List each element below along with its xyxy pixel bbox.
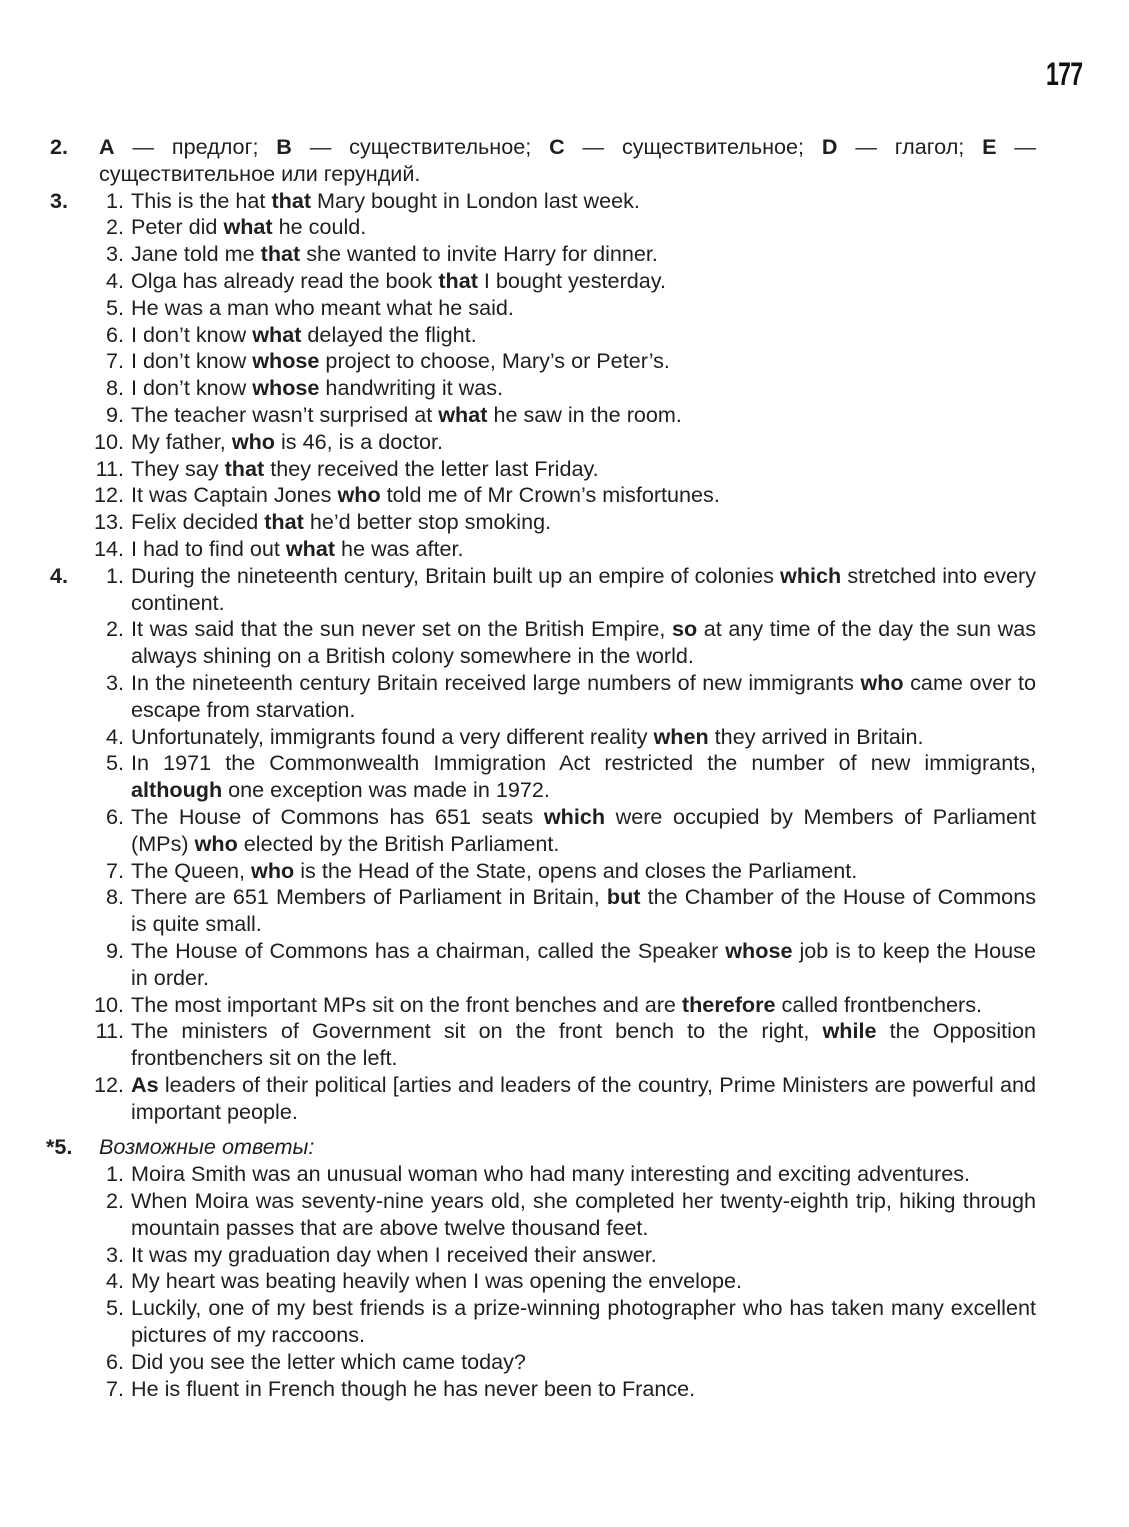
list-item (50, 429, 1036, 456)
answer-word: what (285, 535, 336, 561)
list-item (50, 241, 1036, 268)
list-item (50, 456, 1036, 483)
item-text: They say that they received the letter last Friday. (131, 455, 599, 481)
section-number: 2. (50, 134, 69, 159)
answer-word: what (438, 401, 488, 427)
list-item (50, 938, 1036, 992)
item-text: Felix decided that he’d better stop smoking. (131, 509, 552, 535)
answer-word: although (131, 777, 223, 803)
item-text: The Queen, who is the Head of the State, opens and closes the Parliament. (131, 857, 858, 883)
item-number: 3. (105, 241, 124, 267)
item-number: 2. (105, 214, 124, 240)
list-item (50, 616, 1036, 670)
item-text: It was my graduation day when I received their answer. (131, 1241, 657, 1267)
item-text: The ministers of Government sit on the front bench to the right, while the Opposition frontbenchers sit on the left. (131, 1018, 1036, 1071)
list-item (50, 482, 1036, 509)
item-text: My father, who is 46, is a doctor. (131, 428, 444, 454)
item-text: I don’t know what delayed the flight. (131, 321, 477, 347)
answer-word: while (822, 1018, 877, 1044)
answer-word: when (653, 723, 709, 749)
answer-word: but (606, 884, 641, 910)
item-number: 3. (105, 669, 124, 695)
list-item (50, 375, 1036, 402)
item-number: 6. (105, 321, 124, 347)
list-item (50, 804, 1036, 858)
list-item (50, 884, 1036, 938)
list-item (50, 1161, 1036, 1188)
item-number: 9. (105, 937, 124, 963)
item-text: Moira Smith was an unusual woman who had many interesting and exciting adventures. (131, 1161, 971, 1187)
item-text: He was a man who meant what he said. (131, 294, 514, 320)
item-text: I don’t know whose handwriting it was. (131, 375, 504, 401)
item-text: Did you see the letter which came today? (131, 1348, 526, 1374)
answer-word: that (438, 267, 478, 293)
item-text: Luckily, one of my best friends is a prize-winning photographer who has taken many excellent pictures of my raccoons. (131, 1295, 1036, 1348)
answer-word: who (194, 830, 238, 856)
item-text: It was said that the sun never set on the British Empire, so at any time of the day the sun was always shining on a British colony somewhere in the world. (131, 616, 1036, 669)
list-item (50, 563, 1036, 617)
item-number: 9. (105, 401, 124, 427)
answer-word: that (260, 241, 301, 267)
item-text: He is fluent in French though he has never been to France. (131, 1375, 696, 1401)
item-number: 2. (105, 616, 124, 642)
section-2 (50, 134, 1036, 188)
item-text: There are 651 Members of Parliament in Britain, but the Chamber of the House of Commons is quite small. (131, 884, 1036, 937)
item-text: Peter did what he could. (131, 214, 367, 240)
item-number: 4. (105, 267, 124, 293)
item-number: 2. (105, 1188, 124, 1214)
list-item (50, 1072, 1036, 1126)
item-number: 10. (93, 991, 124, 1017)
item-number: 7. (105, 348, 124, 374)
page-number: 177 (1046, 56, 1083, 92)
list-item (50, 348, 1036, 375)
answer-word: what (252, 321, 302, 347)
answer-key (46, 134, 1036, 1402)
item-number: 8. (105, 375, 124, 401)
list-item (50, 536, 1036, 563)
item-text: In 1971 the Commonwealth Immigration Act restricted the number of new immigrants, although one exception was made in 1972. (131, 750, 1036, 803)
list-item (50, 1376, 1036, 1403)
item-text: I had to find out what he was after. (131, 535, 464, 561)
item-number: 5. (105, 294, 124, 320)
answer-word: what (223, 214, 273, 240)
section-number: 3. (50, 187, 69, 213)
list-item (50, 1018, 1036, 1072)
answer-word: who (337, 482, 381, 508)
item-number: 4. (105, 723, 124, 749)
list-item (50, 992, 1036, 1019)
item-number: 5. (105, 1295, 124, 1321)
item-text: Unfortunately, immigrants found a very different reality when they arrived in Britain. (131, 723, 924, 749)
list-item (50, 1268, 1036, 1295)
answer-word: that (224, 455, 265, 481)
section-3-list (93, 187, 1036, 563)
answer-word: so (671, 616, 698, 642)
list-item (50, 402, 1036, 429)
answer-word: that (264, 509, 304, 535)
item-text: The teacher wasn’t surprised at what he saw in the room. (131, 401, 682, 427)
answer-word: that (271, 187, 312, 213)
item-number: 6. (105, 1348, 124, 1374)
answer-word: therefore (681, 991, 776, 1017)
list-item (50, 750, 1036, 804)
answer-word: whose (252, 348, 320, 374)
item-text: Jane told me that she wanted to invite Harry for dinner. (131, 241, 658, 267)
item-number: 14. (93, 535, 124, 561)
item-text: Olga has already read the book that I bought yesterday. (131, 267, 666, 293)
section-number: 4. (50, 562, 69, 588)
item-text: As leaders of their political [arties and leaders of the country, Prime Ministers are powerful and important people. (131, 1071, 1036, 1124)
answer-word: whose (252, 375, 320, 401)
answer-word: which (780, 562, 842, 588)
list-item (50, 188, 1036, 215)
item-number: 4. (105, 1268, 124, 1294)
section-4 (50, 563, 1036, 1126)
list-item (50, 268, 1036, 295)
item-text: The House of Commons has a chairman, called the Speaker whose job is to keep the House in order. (131, 937, 1036, 990)
section-3 (50, 188, 1036, 563)
list-item (50, 670, 1036, 724)
item-number: 11. (95, 1018, 124, 1044)
list-item (50, 295, 1036, 322)
answer-word: who (860, 669, 904, 695)
item-number: 10. (93, 428, 124, 454)
answer-word: which (543, 803, 606, 829)
list-item (50, 858, 1036, 885)
item-text: In the nineteenth century Britain received large numbers of new immigrants who came over to escape from starvation. (131, 669, 1036, 722)
item-text: It was Captain Jones who told me of Mr Crown’s misfortunes. (131, 482, 720, 508)
item-text: This is the hat that Mary bought in London last week. (131, 187, 640, 213)
section-5-header: Возможные ответы: (99, 1134, 315, 1160)
item-number: 8. (105, 884, 124, 910)
item-number: 6. (105, 803, 124, 829)
item-number: 7. (105, 1375, 124, 1401)
list-item (50, 509, 1036, 536)
section-text: A — предлог; B — существительное; C — существительное; D — глагол; E — существительное или герундий. (99, 134, 1036, 186)
list-item (50, 1295, 1036, 1349)
list-item (50, 322, 1036, 349)
section-number: *5. (46, 1134, 73, 1160)
item-number: 3. (105, 1241, 124, 1267)
item-number: 1. (105, 187, 124, 213)
answer-word: who (231, 428, 275, 454)
list-item (50, 1349, 1036, 1376)
item-number: 7. (105, 857, 124, 883)
answer-word: As (131, 1071, 159, 1097)
section-4-list (93, 562, 1036, 1126)
item-number: 13. (93, 509, 124, 535)
item-text: The most important MPs sit on the front benches and are therefore called frontbenchers. (131, 991, 982, 1017)
item-text: The House of Commons has 651 seats which were occupied by Members of Parliament (MPs) who elected by the British Parliament. (131, 803, 1036, 856)
list-item (50, 724, 1036, 751)
answer-word: whose (725, 937, 793, 963)
item-number: 12. (93, 1071, 124, 1097)
item-text: I don’t know whose project to choose, Mary’s or Peter’s. (131, 348, 670, 374)
list-item (50, 1188, 1036, 1242)
item-number: 1. (105, 562, 124, 588)
item-text: My heart was beating heavily when I was opening the envelope. (131, 1268, 743, 1294)
item-number: 11. (95, 455, 124, 481)
list-item (50, 214, 1036, 241)
item-number: 12. (93, 482, 124, 508)
section-5-list (99, 1161, 1036, 1402)
list-item (50, 1242, 1036, 1269)
item-number: 1. (105, 1161, 124, 1187)
item-text: During the nineteenth century, Britain built up an empire of colonies which stretched into every continent. (131, 562, 1036, 615)
item-text: When Moira was seventy-nine years old, she completed her twenty-eighth trip, hiking through mountain passes that are above twelve thousand feet. (131, 1188, 1036, 1240)
item-number: 5. (105, 750, 124, 776)
answer-word: who (251, 857, 295, 883)
section-5 (46, 1134, 1036, 1402)
